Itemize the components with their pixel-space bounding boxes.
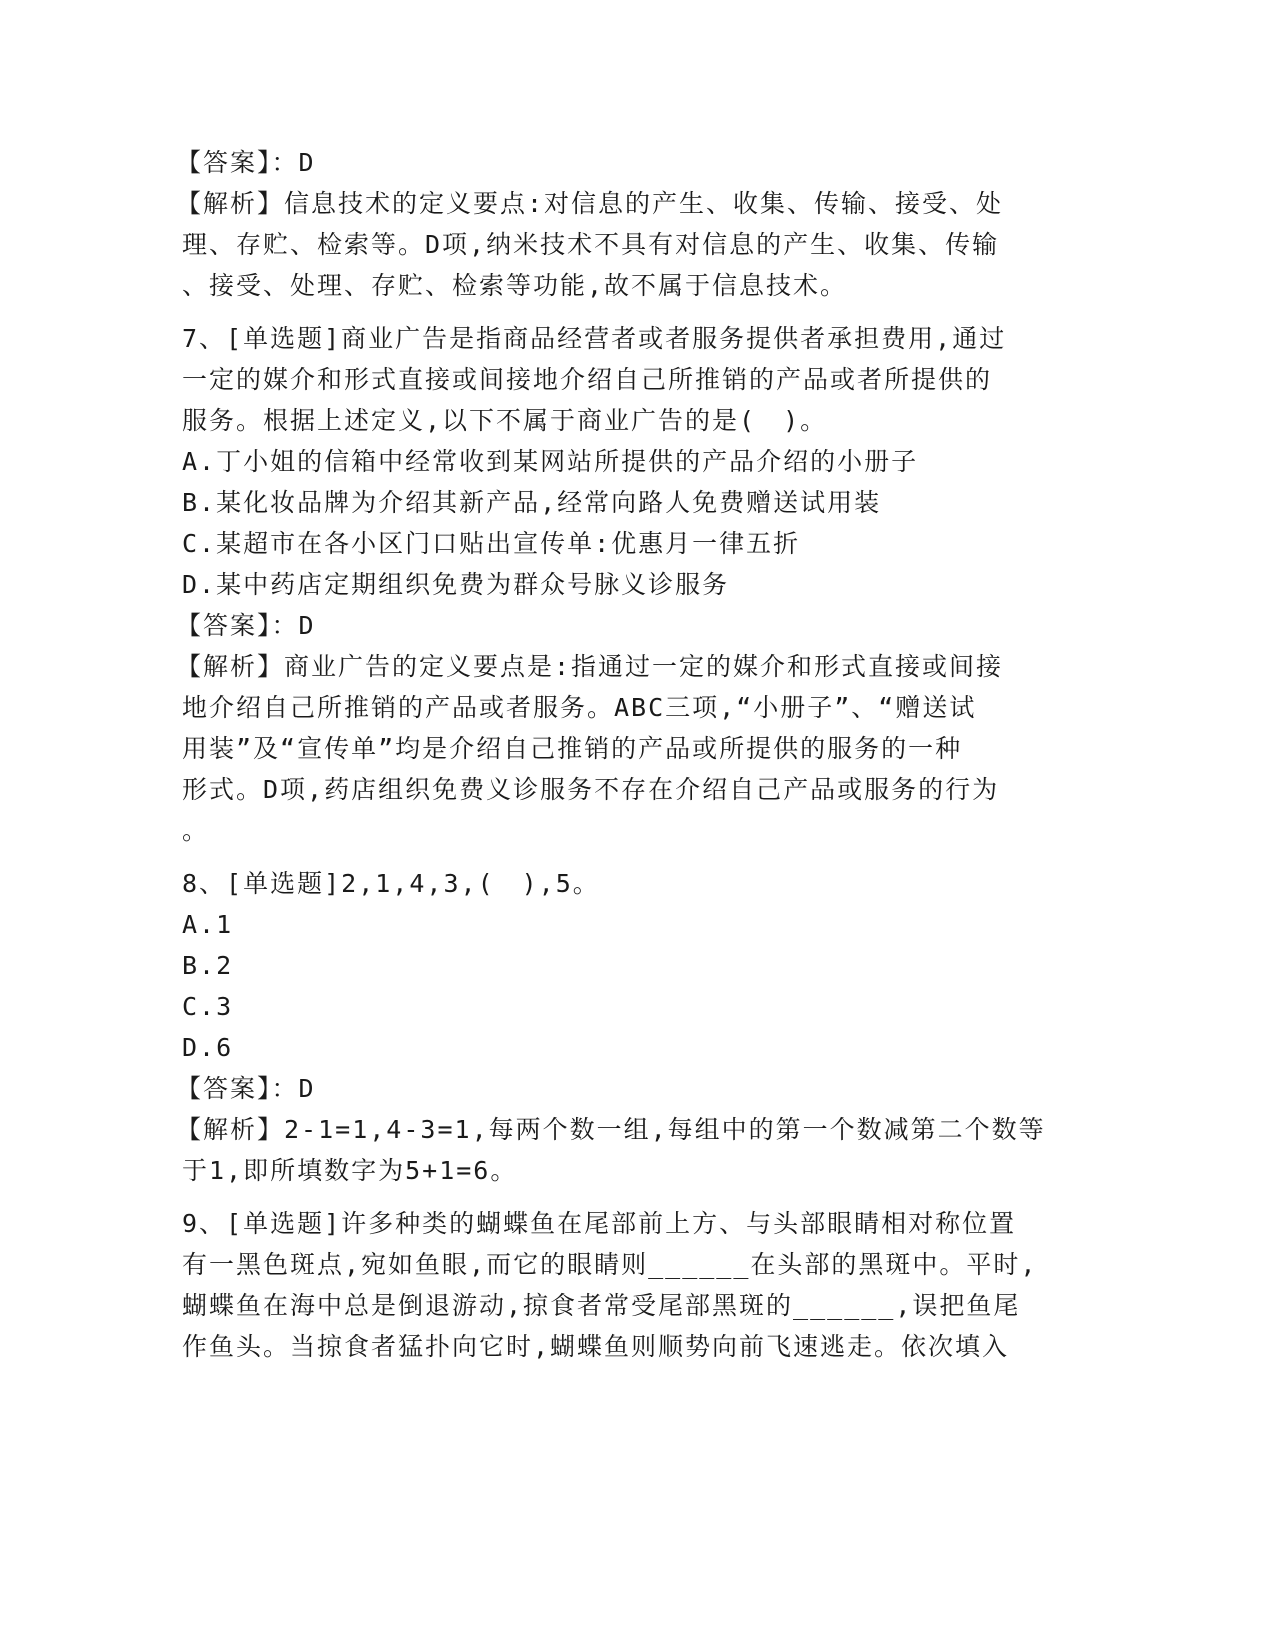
document-page xyxy=(176,142,1062,1367)
question-stem-line: 有一黑色斑点,宛如鱼眼,而它的眼睛则______在头部的黑斑中。平时, xyxy=(182,1250,1038,1279)
option-b: B.2 xyxy=(182,951,234,980)
explanation-line: 【解析】商业广告的定义要点是:指通过一定的媒介和形式直接或间接 xyxy=(176,652,1004,681)
explanation-line: 地介绍自己所推销的产品或者服务。ABC三项,“小册子”、“赠送试 xyxy=(182,693,977,722)
explanation-line: 。 xyxy=(182,816,210,845)
question-stem-line: 服务。根据上述定义,以下不属于商业广告的是( )。 xyxy=(182,406,828,435)
option-a: A.丁小姐的信箱中经常收到某网站所提供的产品介绍的小册子 xyxy=(182,447,919,476)
prev-answer-block xyxy=(176,142,1062,306)
question-stem-line: 7、[单选题]商业广告是指商品经营者或者服务提供者承担费用,通过 xyxy=(182,324,1007,353)
answer-line: 【答案】：D xyxy=(176,148,316,177)
question-9 xyxy=(182,1203,1062,1367)
explanation-line: 理、存贮、检索等。D项,纳米技术不具有对信息的产生、收集、传输 xyxy=(182,230,1000,259)
answer-line: 【答案】：D xyxy=(176,1074,316,1103)
explanation-line: 于1,即所填数字为5+1=6。 xyxy=(182,1156,518,1185)
option-d: D.某中药店定期组织免费为群众号脉义诊服务 xyxy=(182,570,730,599)
answer-line: 【答案】：D xyxy=(176,611,316,640)
question-7 xyxy=(176,318,1062,851)
explanation-line: 【解析】信息技术的定义要点:对信息的产生、收集、传输、接受、处 xyxy=(176,189,1004,218)
question-stem-line: 作鱼头。当掠食者猛扑向它时,蝴蝶鱼则顺势向前飞速逃走。依次填入 xyxy=(182,1332,1010,1361)
question-8 xyxy=(176,863,1062,1191)
option-c: C.3 xyxy=(182,992,234,1021)
explanation-line: 形式。D项,药店组织免费义诊服务不存在介绍自己产品或服务的行为 xyxy=(182,775,1000,804)
question-stem-line: 8、[单选题]2,1,4,3,( ),5。 xyxy=(182,869,600,898)
question-stem-line: 蝴蝶鱼在海中总是倒退游动,掠食者常受尾部黑斑的______,误把鱼尾 xyxy=(182,1291,1021,1320)
option-b: B.某化妆品牌为介绍其新产品,经常向路人免费赠送试用装 xyxy=(182,488,882,517)
explanation-line: 用装”及“宣传单”均是介绍自己推销的产品或所提供的服务的一种 xyxy=(182,734,963,763)
explanation-line: 【解析】2-1=1,4-3=1,每两个数一组,每组中的第一个数减第二个数等 xyxy=(176,1115,1046,1144)
question-stem-line: 一定的媒介和形式直接或间接地介绍自己所推销的产品或者所提供的 xyxy=(182,365,993,394)
option-d: D.6 xyxy=(182,1033,234,1062)
option-c: C.某超市在各小区门口贴出宣传单:优惠月一律五折 xyxy=(182,529,801,558)
question-stem-line: 9、[单选题]许多种类的蝴蝶鱼在尾部前上方、与头部眼睛相对称位置 xyxy=(182,1209,1017,1238)
option-a: A.1 xyxy=(182,910,234,939)
explanation-line: 、接受、处理、存贮、检索等功能,故不属于信息技术。 xyxy=(182,271,848,300)
